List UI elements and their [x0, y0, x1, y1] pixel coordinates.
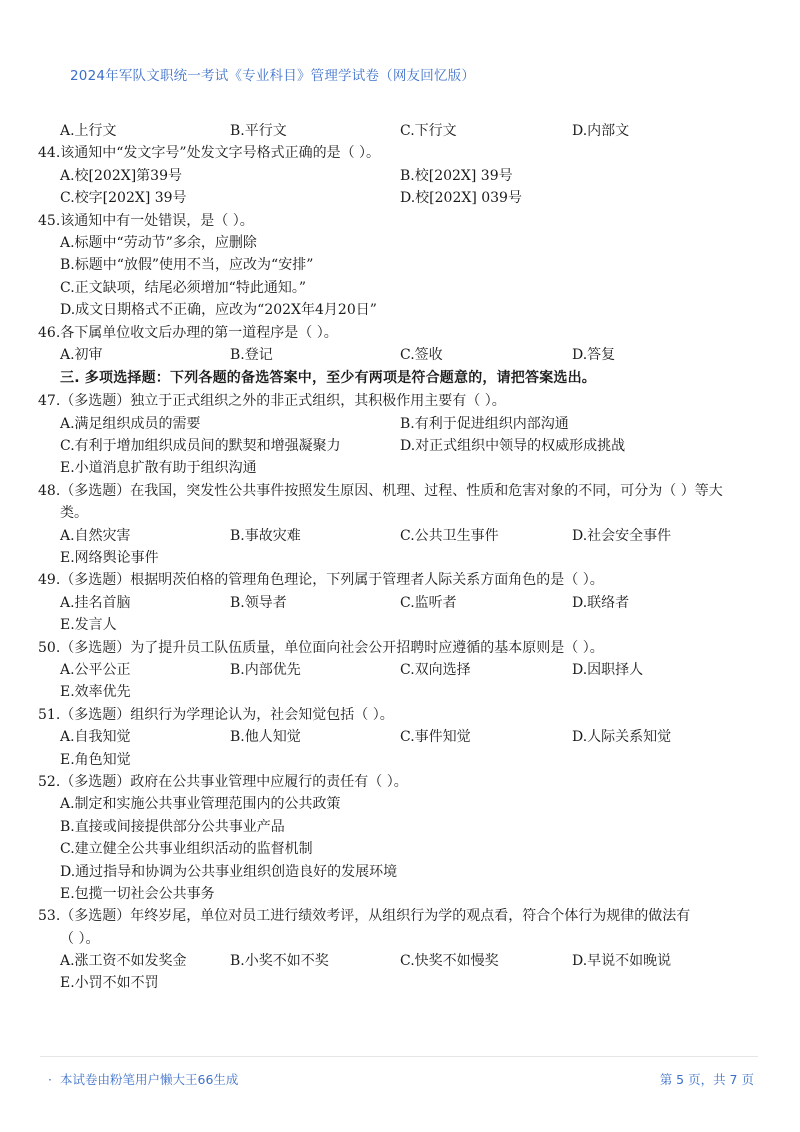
q52-stem: 52.（多选题）政府在公共事业管理中应履行的责任有（ ）。: [38, 773, 408, 790]
q48-stem-cont: 类。: [60, 505, 88, 522]
q48-option-c: C.公共卫生事件: [400, 527, 499, 544]
q53-option-b: B.小奖不如不奖: [230, 953, 329, 970]
q52-option-b: B.直接或间接提供部分公共事业产品: [60, 818, 285, 835]
q44-option-a: A.校[202X]第39号: [60, 167, 182, 184]
q43-option-c: C.下行文: [400, 123, 457, 139]
q49-option-e: E.发言人: [60, 617, 117, 634]
q49-option-d: D.联络者: [572, 594, 630, 611]
q48-option-e: E.网络舆论事件: [60, 550, 159, 567]
q47-option-a: A.满足组织成员的需要: [60, 415, 201, 432]
q48-option-a: A.自然灾害: [60, 527, 131, 544]
q52-option-c: C.建立健全公共事业组织活动的监督机制: [60, 841, 313, 858]
q51-option-c: C.事件知觉: [400, 729, 471, 746]
footer-generator-note: [48, 1070, 238, 1088]
q48-stem: 48.（多选题）在我国，突发性公共事件按照发生原因、机理、过程、性质和危害对象的不同，可分为（ ）等大: [38, 482, 723, 499]
q50-option-a: A.公平公正: [60, 661, 131, 678]
q46-option-b: B.登记: [230, 346, 273, 363]
q53-option-a: A.涨工资不如发奖金: [60, 953, 187, 970]
q49-stem: 49.（多选题）根据明茨伯格的管理角色理论，下列属于管理者人际关系方面角色的是（ ）。: [38, 572, 604, 589]
page-number: 第 5 页，共 7 页: [659, 1072, 754, 1087]
q44-option-b: B.校[202X] 39号: [400, 167, 513, 184]
q52-option-e: E.包揽一切社会公共事务: [60, 885, 215, 902]
footer-divider: [40, 1056, 758, 1057]
q53-option-c: C.快奖不如慢奖: [400, 953, 499, 970]
q44-stem: 44.该通知中“发文字号”处发文字号格式正确的是（ ）。: [38, 145, 381, 162]
q53-option-d: D.早说不如晚说: [572, 953, 672, 970]
q44-option-d: D.校[202X] 039号: [400, 190, 522, 207]
q43-options: [0, 120, 800, 142]
q50-stem: 50.（多选题）为了提升员工队伍质量，单位面向社会公开招聘时应遵循的基本原则是（ ）。: [38, 639, 604, 656]
q47-stem: 47.（多选题）独立于正式组织之外的非正式组织，其积极作用主要有（ ）。: [38, 393, 506, 410]
q47-option-b: B.有利于促进组织内部沟通: [400, 415, 569, 432]
footer-generator-text: 本试卷由粉笔用户懒大王66生成: [59, 1072, 239, 1087]
q53-stem-cont: （ ）。: [60, 930, 100, 947]
q51-option-d: D.人际关系知觉: [572, 729, 672, 746]
q50-option-b: B.内部优先: [230, 661, 301, 678]
q50-option-e: E.效率优先: [60, 684, 131, 701]
q49-option-b: B.领导者: [230, 594, 287, 611]
q45-option-d: D.成文日期格式不正确，应改为“202X年4月20日”: [60, 302, 377, 319]
q51-option-e: E.角色知觉: [60, 751, 131, 768]
q48-option-b: B.事故灾难: [230, 527, 301, 544]
q44-option-c: C.校字[202X] 39号: [60, 190, 187, 207]
q47-option-d: D.对正式组织中领导的权威形成挑战: [400, 438, 626, 455]
q49-option-c: C.监听者: [400, 594, 457, 611]
q45-option-c: C.正文缺项，结尾必须增加“特此通知。”: [60, 279, 306, 296]
q53-stem: 53.（多选题）年终岁尾，单位对员工进行绩效考评，从组织行为学的观点看，符合个体行为规律的做法有: [38, 908, 691, 925]
q46-option-d: D.答复: [572, 346, 616, 363]
q53-option-e: E.小罚不如不罚: [60, 975, 159, 992]
q45-stem: 45.该通知中有一处错误，是（ ）。: [38, 212, 254, 229]
q47-option-e: E.小道消息扩散有助于组织沟通: [60, 460, 257, 477]
q46-stem: 46.各下属单位收文后办理的第一道程序是（ ）。: [38, 324, 338, 341]
q46-option-a: A.初审: [60, 346, 103, 363]
paper-title: 2024年军队文职统一考试《专业科目》管理学试卷（网友回忆版）: [70, 68, 476, 84]
q51-stem: 51.（多选题）组织行为学理论认为，社会知觉包括（ ）。: [38, 706, 394, 723]
q52-option-a: A.制定和实施公共事业管理范围内的公共政策: [60, 796, 341, 813]
q45-option-b: B.标题中“放假”使用不当，应改为“安排”: [60, 257, 314, 274]
q43-option-d: D.内部文: [572, 123, 630, 139]
section-heading: 三. 多项选择题：下列各题的备选答案中，至少有两项是符合题意的，请把答案选出。: [60, 370, 596, 387]
q52-option-d: D.通过指导和协调为公共事业组织创造良好的发展环境: [60, 863, 398, 880]
q43-option-b: B.平行文: [230, 123, 287, 139]
q49-option-a: A.挂名首脑: [60, 594, 131, 611]
footer-bullet: ·: [48, 1072, 52, 1087]
q47-option-c: C.有利于增加组织成员间的默契和增强凝聚力: [60, 438, 341, 455]
q43-option-a: A.上行文: [60, 123, 117, 139]
q51-option-a: A.自我知觉: [60, 729, 131, 746]
q46-option-c: C.签收: [400, 346, 443, 363]
q50-option-c: C.双向选择: [400, 661, 471, 678]
q48-option-d: D.社会安全事件: [572, 527, 672, 544]
q51-option-b: B.他人知觉: [230, 729, 301, 746]
q50-option-d: D.因职择人: [572, 661, 644, 678]
q45-option-a: A.标题中“劳动节”多余，应删除: [60, 234, 257, 251]
page-content: [0, 120, 800, 995]
